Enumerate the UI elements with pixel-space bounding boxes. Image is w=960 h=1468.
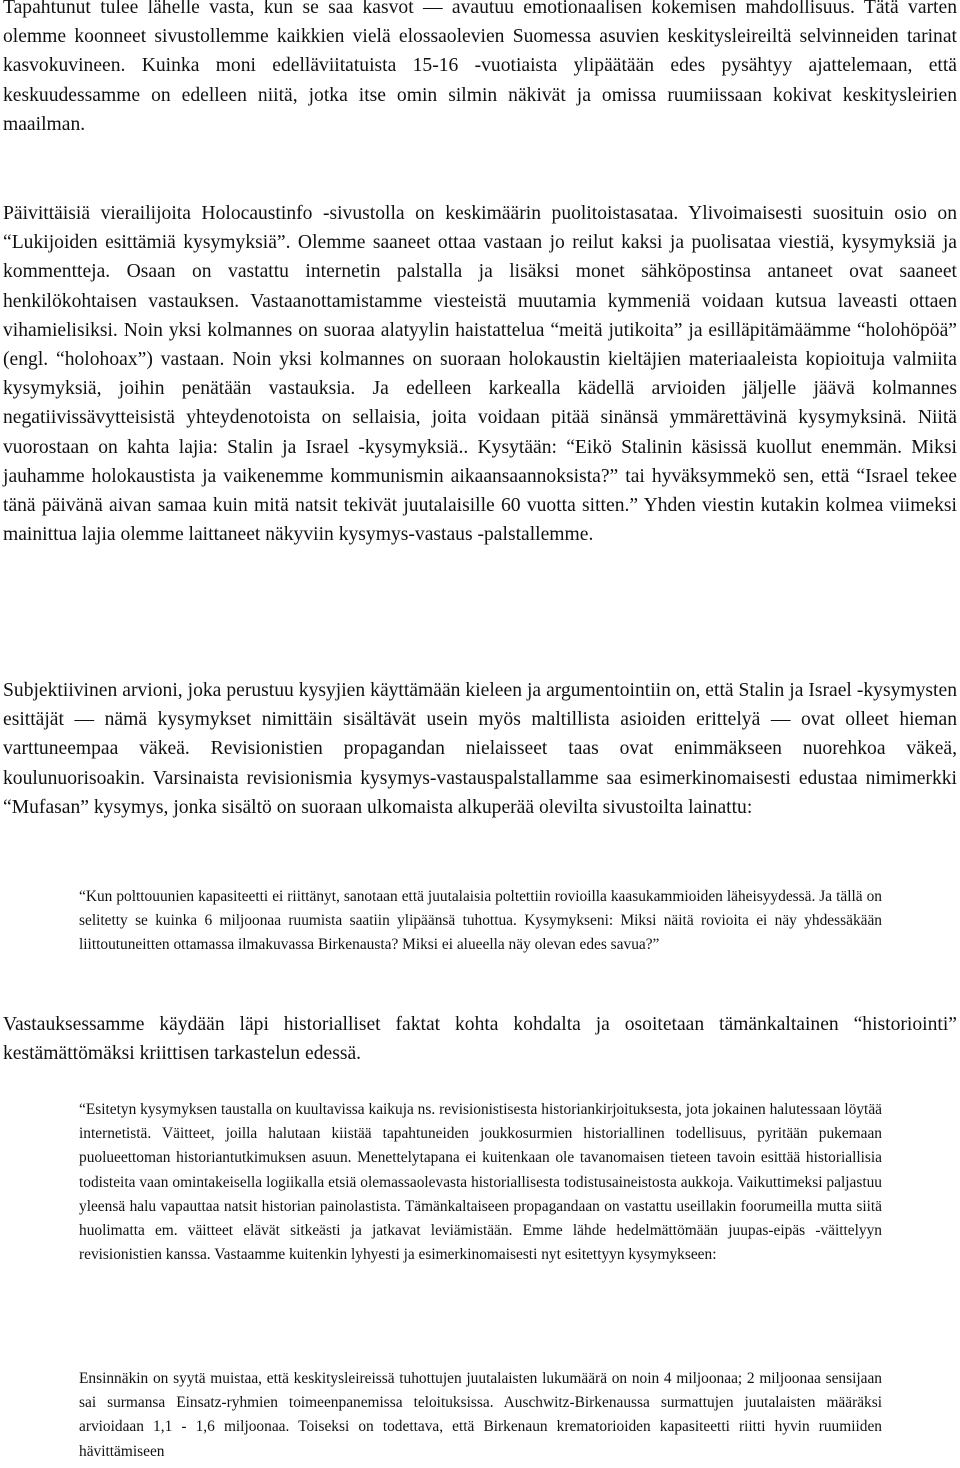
body-paragraph: Tapahtunut tulee lähelle vasta, kun se saa kasvot — avautuu emotionaalisen kokemisen mahdollisuus. Tätä varten olemme koonneet sivustollemme kaikkien vielä elossaolevien Suomessa asuvien keskitysleireiltä selvinneiden tarinat kasvokuvineen. Kuinka moni edelläviitatuista 15-16 -vuotiaista ylipäätään edes pysähtyy ajattelemaan, että keskuudessamme on edelleen niitä, jotka itse omin silmin näkivät ja omissa ruumiissaan kokivat keskitysleirien maailman.: [3, 0, 957, 135]
body-paragraph: Päivittäisiä vierailijoita Holocaustinfo -sivustolla on keskimäärin puolitoistasataa. Ylivoimaisesti suosituin osio on “Lukijoiden esittämiä kysymyksiä”. Olemme saaneet ottaa vastaan jo reilut kaksi ja puolisataa viestiä, kysymyksiä ja kommentteja. Osaan on vastattu internetin palstalla ja lisäksi monet sähköpostinsa antaneet ovat saaneet henkilökohtaisen vastauksen. Vastaanottamistamme viesteistä muutamia kymmeniä voidaan kutsua laveasti ottaen vihamielisiksi. Noin yksi kolmannes on suoraa alatyylin haistattelua “meitä jutikoita” ja esilläpitämäämme “holohöpöä” (engl. “holohoax”) vastaan. Noin yksi kolmannes on suoraan holokaustin kieltäjien materiaaleista kopioituja valmiita kysymyksiä, joihin penätään vastauksia. Ja edelleen karkealla kädellä arvioiden jäljelle jäävä kolmannes negatiivissävytteisistä yhteydenotoista on sellaisia, joita voidaan pitää sinänsä ymmärettävinä kysymyksinä. Niitä vuorostaan on kahta lajia: Stalin ja Israel -kysymyksiä.. Kysytään: “Eikö Stalinin käsissä kuollut enemmän. Miksi jauhamme holokaustista ja vaikenemme kommunismin aikaansaannoksista?” tai hyväksymmekö sen, että “Israel tekee tänä päivänä aivan samaa kuin mitä natsit tekivät juutalaisille 60 vuotta sitten.” Yhden viestin kutakin kolmea viimeksi mainittua lajia olemme laittaneet näkyviin kysymys-vastaus -palstallemme.: [3, 203, 957, 546]
body-paragraph: Subjektiivinen arvioni, joka perustuu kysyjien käyttämään kieleen ja argumentointiin on, että Stalin ja Israel -kysymysten esittäjät — nämä kysymykset nimittäin sisältävät usein myös maltillista asioiden erittelyä — ovat olleet hieman varttuneempaa väkeä. Revisionistien propagandan nielaisseet taas ovat enimmäkseen nuorehkoa väkeä, koulunuorisoakin. Varsinaista revisionismia kysymys-vastauspalstallamme saa esimerkinomaisesti edustaa nimimerkki “Mufasan” kysymys, jonka sisältö on suoraan ulkomaista alkuperää olevilta sivustoilta lainattu:: [3, 680, 957, 818]
block-quote: “Esitetyn kysymyksen taustalla on kuultavissa kaikuja ns. revisionistisesta historiankirjoituksesta, jota jokainen halutessaan löytää internetistä. Väitteet, joilla halutaan kiistää tapahtuneiden joukkosurmien historiallinen todellisuus, pyritään pukemaan puolueettoman historiantutkimuksen asuun. Menettelytapana ei kuitenkaan ole tavanomaisen tieteen tavoin esittää historiallisia todisteita vaan omintakeisella logiikalla etsiä olemassaolevasta historiallisesta todistusaineistosta aukkoja. Vaikuttimeksi paljastuu yleensä halu vapauttaa natsit historian painolastista. Tämänkaltaiseen propagandaan on vastattu useillakin foorumeilla mutta siitä huolimatta em. väitteet elävät sitkeästi ja jatkavat leviämistään. Emme lähde hedelmättömään juupas-eipäs -väittelyyn revisionistien kanssa. Vastaamme kuitenkin lyhyesti ja esimerkinomaisesti nyt esitettyyn kysymykseen:: [79, 1101, 882, 1264]
block-quote: Ensinnäkin on syytä muistaa, että keskitysleireissä tuhottujen juutalaisten lukumäärä on noin 4 miljoonaa; 2 miljoonaa sensijaan sai surmansa Einsatz-ryhmien toimeenpanemissa teloituksissa. Auschwitz-Birkenaussa surmattujen juutalaisten määräksi arvioidaan 1,1 - 1,6 miljoonaa. Toiseksi on todettava, että Birkenaun krematorioiden kapasiteetti riitti hyvin ruumiiden hävittämiseen: [79, 1370, 882, 1460]
block-quote: “Kun polttouunien kapasiteetti ei riittänyt, sanotaan että juutalaisia poltettiin rovioilla kaasukammioiden läheisyydessä. Ja tällä on selitetty se kuinka 6 miljoonaa ruumista saatiin ylipäänsä tuhottua. Kysymykseni: Miksi näitä rovioita ei näy yhdessäkään liittoutuneitten ottamassa ilmakuvassa Birkenausta? Miksi ei alueella näy olevan edes savua?”: [79, 888, 882, 954]
body-paragraph: Vastauksessamme käydään läpi historialliset faktat kohta kohdalta ja osoitetaan tämänkaltainen “historiointi” kestämättömäksi kriittisen tarkastelun edessä.: [3, 1014, 957, 1065]
